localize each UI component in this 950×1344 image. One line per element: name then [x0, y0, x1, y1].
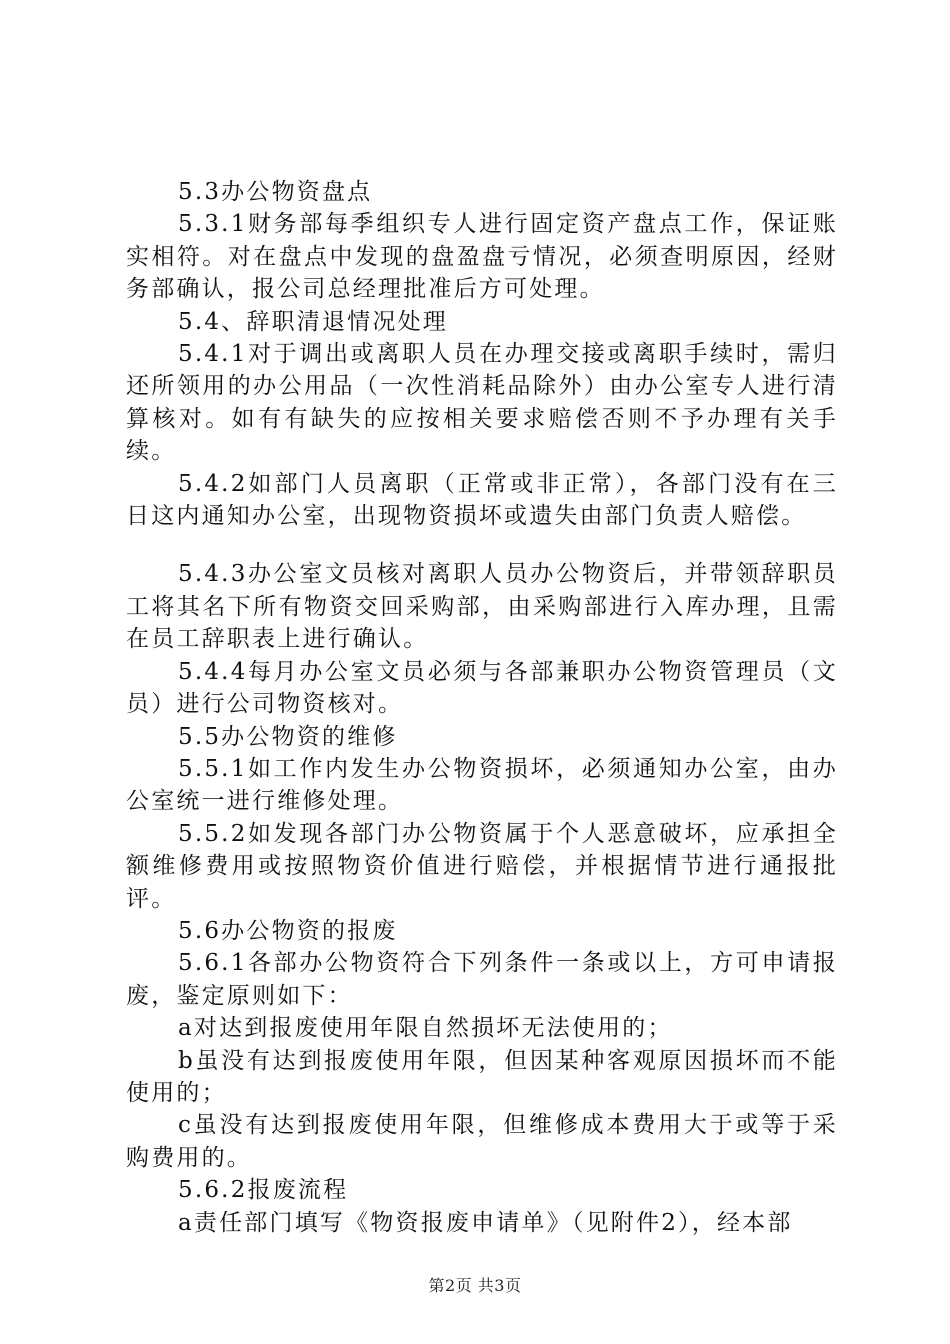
paragraph-5-6-1: 5.6.1各部办公物资符合下列条件一条或以上，方可申请报废，鉴定原则如下：: [126, 950, 838, 1009]
paragraph-procedure-a: a责任部门填写《物资报废申请单》（见附件2），经本部: [178, 1209, 793, 1236]
section-heading-5-6-2: 5.6.2报废流程: [178, 1177, 349, 1204]
paragraph-5-4-2: 5.4.2如部门人员离职（正常或非正常），各部门没有在三日这内通知办公室，出现物资损坏或遗失由部门负责人赔偿。: [126, 470, 838, 530]
document-body: [126, 176, 838, 1239]
section-heading-5-5: 5.5办公物资的维修: [178, 723, 398, 750]
paragraph-5-5-1: 5.5.1如工作内发生办公物资损坏，必须通知办公室，由办公室统一进行维修处理。: [126, 755, 838, 815]
list-item-b: b虽没有达到报废使用年限，但因某种客观原因损坏而不能使用的；: [126, 1047, 838, 1106]
list-item-c: c虽没有达到报废使用年限，但维修成本费用大于或等于采购费用的。: [126, 1112, 838, 1171]
paragraph-5-3-1: 5.3.1财务部每季组织专人进行固定资产盘点工作，保证账实相符。对在盘点中发现的盘盈盘亏情况，必须查明原因，经财务部确认，报公司总经理批准后方可处理。: [126, 211, 838, 303]
paragraph-5-4-1: 5.4.1对于调出或离职人员在办理交接或离职手续时，需归还所领用的办公用品（一次性消耗品除外）由办公室专人进行清算核对。如有有缺失的应按相关要求赔偿否则不予办理有关手续。: [126, 341, 838, 465]
section-heading-5-3: 5.3办公物资盘点: [178, 179, 373, 205]
paragraph-5-4-3: 5.4.3办公室文员核对离职人员办公物资后，并带领辞职员工将其名下所有物资交回采购部，由采购部进行入库办理，且需在员工辞职表上进行确认。: [126, 561, 838, 653]
section-heading-5-4: 5.4、辞职清退情况处理: [178, 308, 448, 335]
section-heading-5-6: 5.6办公物资的报废: [178, 917, 398, 944]
list-item-a: a对达到报废使用年限自然损坏无法使用的；: [178, 1015, 673, 1042]
paragraph-5-4-4: 5.4.4每月办公室文员必须与各部兼职办公物资管理员（文员）进行公司物资核对。: [126, 658, 838, 718]
page-footer: 第2页 共3页: [428, 1276, 522, 1295]
paragraph-5-5-2: 5.5.2如发现各部门办公物资属于个人恶意破坏，应承担全额维修费用或按照物资价值进行赔偿，并根据情节进行通报批评。: [126, 820, 838, 912]
